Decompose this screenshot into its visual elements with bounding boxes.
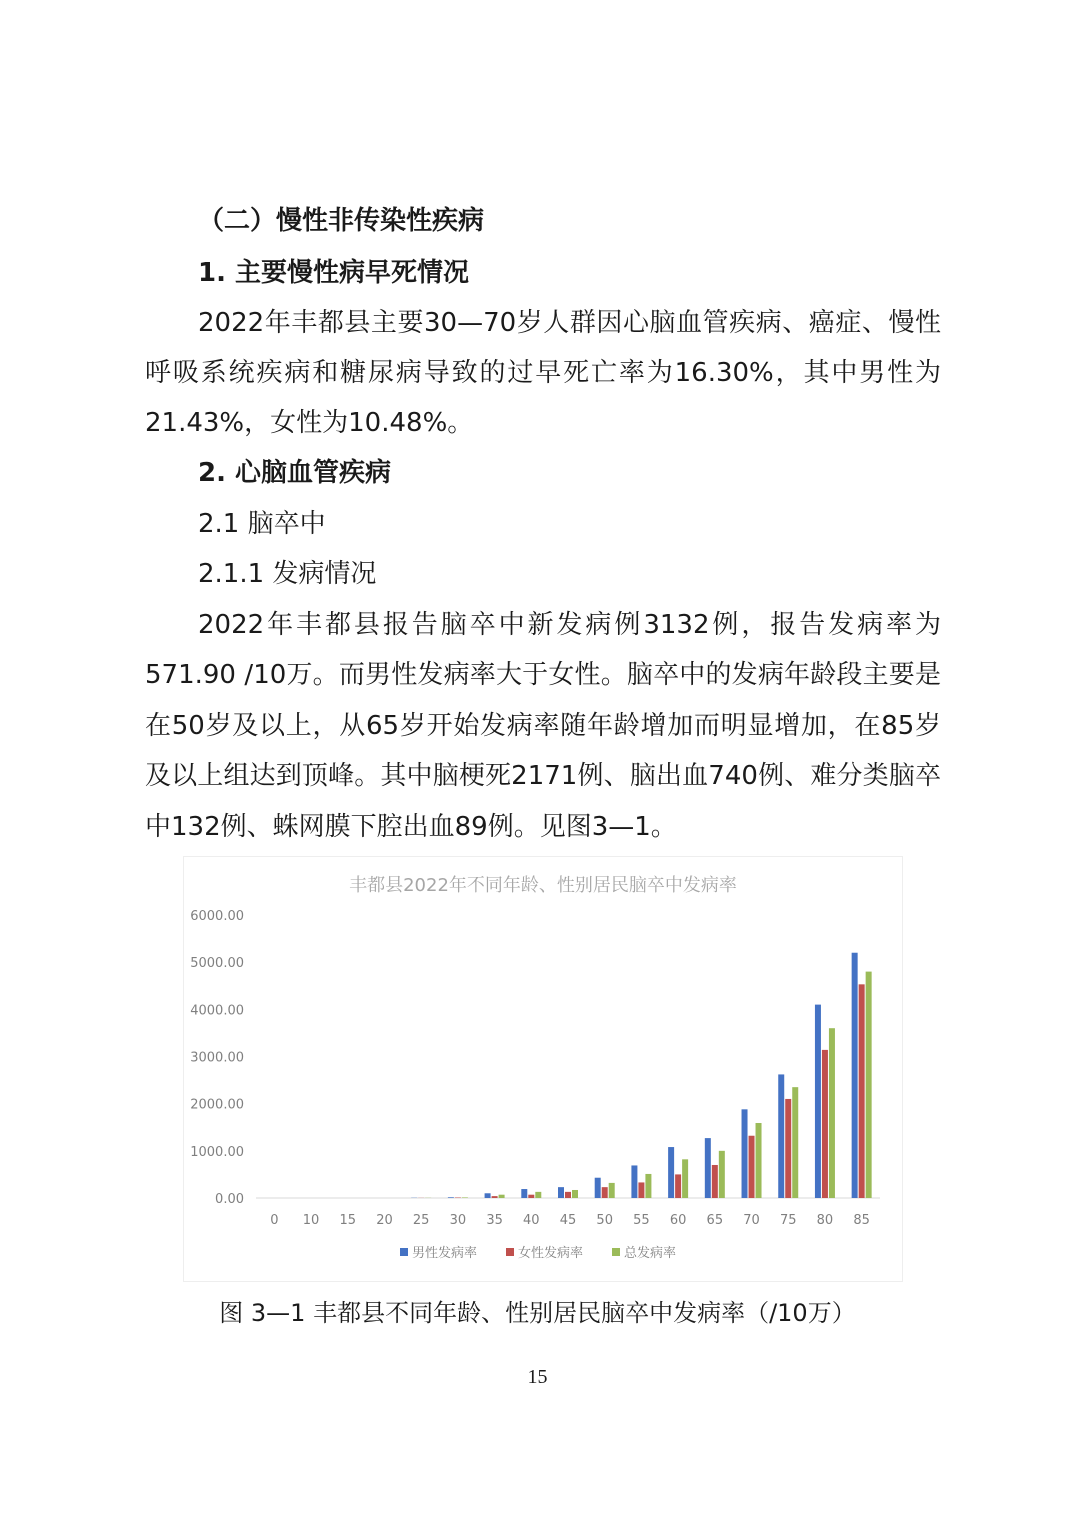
subsection-heading-2-1-1: 2.1.1 发病情况 [198, 559, 377, 589]
bar-2 [572, 1190, 578, 1198]
y-tick-label: 2000.00 [190, 1097, 244, 1113]
x-tick-label: 80 [816, 1213, 834, 1228]
bar-2 [719, 1151, 725, 1198]
bar-2 [535, 1192, 541, 1198]
bar-1 [675, 1174, 681, 1198]
x-tick-label: 10 [302, 1213, 320, 1228]
paragraph-2-line: 571.90 /10万。而男性发病率大于女性。脑卒中的发病年龄段主要是 [145, 660, 941, 690]
bar-1 [749, 1136, 755, 1198]
x-tick-label: 40 [523, 1213, 540, 1228]
paragraph-2-line: 2022年丰都县报告脑卒中新发病例3132例，报告发病率为 [198, 610, 941, 640]
paragraph-1-line: 21.43%，女性为10.48%。 [145, 408, 474, 438]
bar-1 [565, 1192, 571, 1198]
chart-title: 丰都县2022年不同年龄、性别居民脑卒中发病率 [349, 875, 737, 896]
x-tick-label: 35 [486, 1213, 503, 1228]
section-heading: （二）慢性非传染性疾病 [198, 206, 485, 236]
bar-0 [485, 1193, 491, 1198]
bar-0 [815, 1005, 821, 1198]
legend-swatch [506, 1248, 514, 1256]
bar-1 [638, 1182, 644, 1198]
x-tick-label: 55 [633, 1213, 650, 1228]
x-tick-label: 50 [596, 1213, 613, 1228]
y-tick-label: 6000.00 [190, 909, 244, 924]
subsection-heading-2: 2. 心脑血管疾病 [198, 458, 392, 488]
x-tick-label: 75 [779, 1213, 797, 1228]
paragraph-2-line: 中132例、蛛网膜下腔出血89例。见图3—1。 [145, 812, 677, 842]
bar-1 [859, 984, 865, 1198]
legend-swatch [400, 1248, 408, 1256]
bar-2 [756, 1123, 762, 1198]
chart-svg [184, 857, 902, 1281]
x-tick-label: 70 [743, 1213, 760, 1228]
legend-swatch [612, 1248, 620, 1256]
x-tick-label: 60 [669, 1213, 687, 1228]
x-tick-label: 65 [706, 1213, 724, 1228]
bar-2 [609, 1183, 615, 1198]
bar-0 [631, 1165, 637, 1198]
bar-1 [602, 1187, 608, 1198]
x-tick-label: 0 [270, 1213, 279, 1228]
x-tick-label: 15 [339, 1213, 357, 1228]
x-tick-label: 30 [449, 1213, 467, 1228]
legend-label: 总发病率 [624, 1246, 677, 1261]
bar-2 [682, 1159, 688, 1198]
bar-0 [521, 1189, 527, 1198]
bar-1 [785, 1099, 791, 1198]
stroke-incidence-chart [183, 856, 903, 1282]
y-tick-label: 5000.00 [190, 956, 244, 972]
bar-0 [558, 1187, 564, 1198]
subsection-heading-1: 1. 主要慢性病早死情况 [198, 258, 470, 288]
legend-label: 女性发病率 [518, 1246, 584, 1261]
page-number: 15 [527, 1366, 548, 1388]
y-tick-label: 4000.00 [190, 1003, 244, 1019]
bar-2 [462, 1197, 468, 1198]
x-tick-label: 45 [559, 1213, 577, 1228]
bar-0 [778, 1074, 784, 1198]
paragraph-1-line: 2022年丰都县主要30—70岁人群因心脑血管疾病、癌症、慢性 [198, 308, 941, 338]
bar-2 [499, 1195, 505, 1198]
legend-label: 男性发病率 [412, 1246, 478, 1261]
y-tick-label: 1000.00 [190, 1144, 244, 1160]
bar-0 [705, 1138, 711, 1198]
bar-1 [528, 1195, 534, 1198]
bar-2 [829, 1028, 835, 1198]
figure-caption: 图 3—1 丰都县不同年龄、性别居民脑卒中发病率（/10万） [219, 1299, 856, 1327]
bar-2 [645, 1174, 651, 1198]
x-tick-label: 85 [853, 1213, 870, 1228]
x-tick-label: 20 [376, 1213, 393, 1228]
x-tick-label: 25 [412, 1213, 430, 1228]
paragraph-2-line: 在50岁及以上，从65岁开始发病率随年龄增加而明显增加，在85岁 [145, 711, 941, 741]
y-tick-label: 0.00 [215, 1192, 244, 1207]
paragraph-1-line: 呼吸系统疾病和糖尿病导致的过早死亡率为16.30%，其中男性为 [145, 358, 941, 388]
bar-1 [712, 1165, 718, 1198]
subsection-heading-2-1: 2.1 脑卒中 [198, 509, 326, 539]
bar-0 [852, 953, 858, 1198]
bar-2 [866, 972, 872, 1198]
bar-2 [792, 1087, 798, 1198]
bar-0 [595, 1178, 601, 1198]
bar-0 [742, 1109, 748, 1198]
bar-1 [822, 1050, 828, 1198]
paragraph-2-line: 及以上组达到顶峰。其中脑梗死2171例、脑出血740例、难分类脑卒 [145, 761, 941, 791]
bar-0 [448, 1197, 454, 1198]
bar-0 [668, 1147, 674, 1198]
bar-1 [492, 1196, 498, 1198]
y-tick-label: 3000.00 [190, 1050, 244, 1066]
